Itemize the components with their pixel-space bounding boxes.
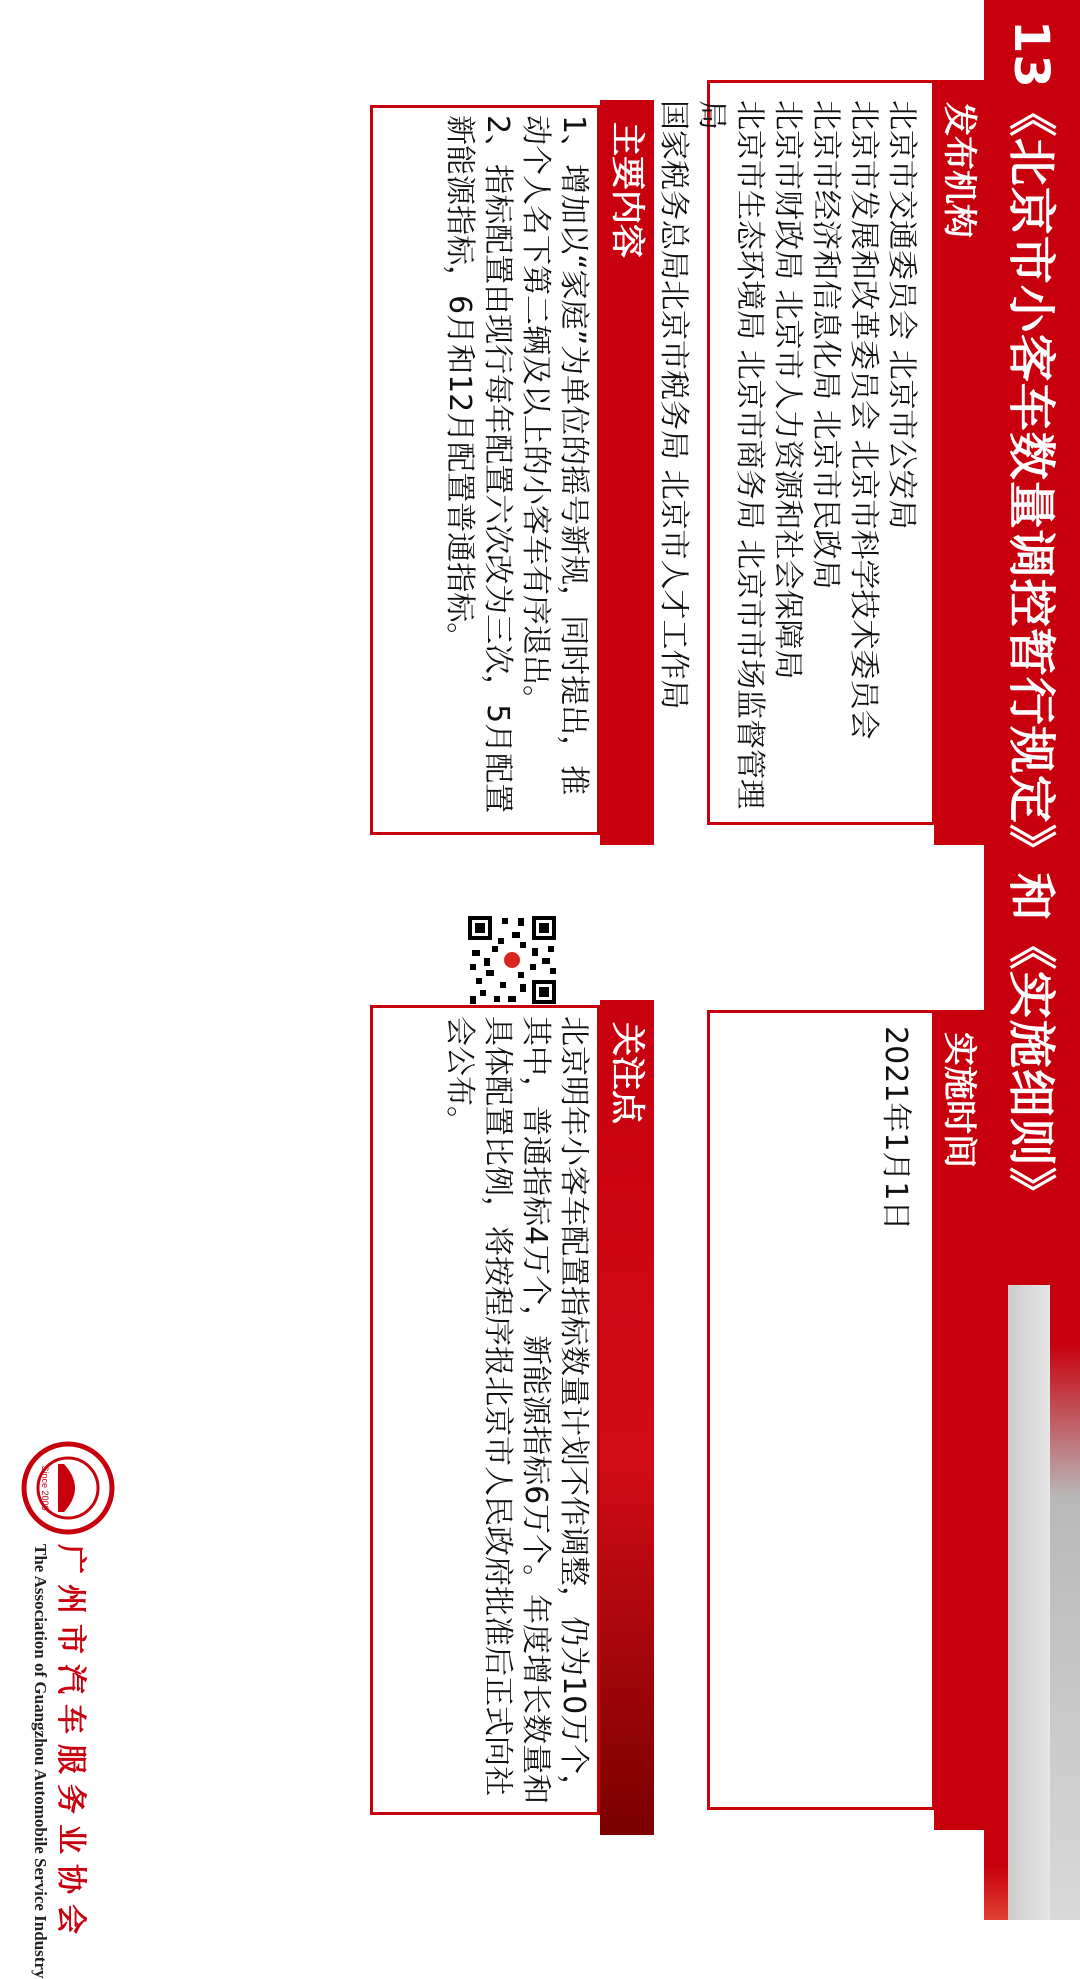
- association-logo-icon: [20, 1440, 116, 1536]
- date-card-text: 2021年1月1日: [878, 1026, 913, 1231]
- issuer-card-header: 发布机构: [934, 80, 984, 845]
- organization-name-cn: 广州市汽车服务业协会: [53, 1544, 88, 1944]
- issuer-line: 国家税务总局北京市税务局 北京市人才工作局: [656, 100, 691, 710]
- qr-code-icon: [464, 912, 560, 1008]
- organization-name-en: The Association of Guangzhou Automobile Service Industry: [31, 1544, 50, 1979]
- focus-card-text: 北京明年小客车配置指标数量计划不作调整，仍为10万个，其中，普通指标4万个，新能源指标6万个。年度增长数量和具体配置比例，将按程序报北京市人民政府批准后正式向社会公布。: [442, 1016, 591, 1805]
- title-band-red-tail: [984, 1240, 1008, 1920]
- issuer-card-text: [654, 100, 920, 820]
- content-card-text: [440, 115, 592, 825]
- content-card-header: 主要内容: [600, 100, 654, 845]
- issuer-line: 北京市生态环境局 北京市商务局 北京市市场监督管理局: [694, 100, 767, 810]
- content-line: 2、指标配置由现行每年配置六次改为三次，5月配置新能源指标，6月和12月配置普通指标。: [442, 115, 515, 814]
- content-line: 1、增加以“家庭”为单位的摇号新规，同时提出，推动个人名下第二辆及以上的小客车有序退出。: [518, 115, 591, 796]
- date-card-header: 实施时间: [934, 1010, 984, 1830]
- issuer-line: 北京市发展和改革委员会 北京市科学技术委员会: [846, 100, 881, 740]
- focus-card-header: 关注点: [600, 1000, 654, 1835]
- logo-since-text: Since 2000: [40, 1465, 50, 1511]
- issuer-line: 北京市交通委员会 北京市公安局: [884, 100, 919, 530]
- issuer-line: 北京市财政局 北京市人力资源和社会保障局: [770, 100, 805, 680]
- issuer-line: 北京市经济和信息化局 北京市民政局: [808, 100, 843, 590]
- page-title: 13《北京市小客车数量调控暂行规定》和《实施细则》: [1003, 20, 1059, 1216]
- title-band: [984, 0, 1080, 1920]
